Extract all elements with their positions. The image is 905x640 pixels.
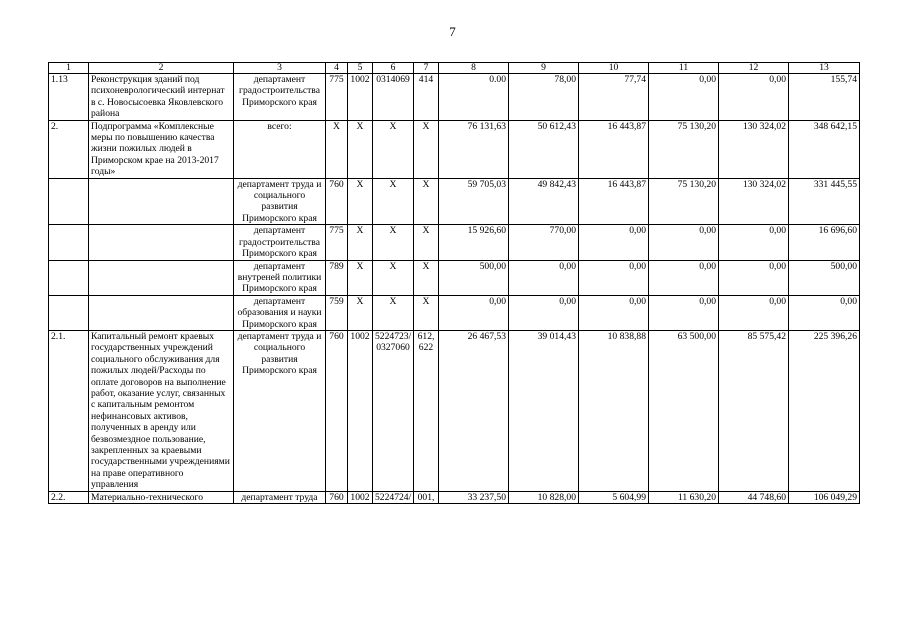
program-name-cell (89, 260, 234, 295)
column-number-cell: 5 (348, 63, 373, 74)
program-name-cell: Реконструкция зданий под психоневрологический интернат в с. Новосысоевка Яковлевского района (89, 74, 234, 121)
row-number-cell (49, 225, 89, 260)
budget-table (48, 62, 860, 504)
amount-2015-cell: 10 838,88 (579, 330, 649, 491)
amount-2013-cell: 0.00 (439, 74, 509, 121)
amount-2015-cell: 16 443,87 (579, 120, 649, 178)
amount-2014-cell: 39 014,43 (509, 330, 579, 491)
amount-2013-cell: 59 705,03 (439, 178, 509, 225)
amount-2016-cell: 0,00 (649, 295, 719, 330)
ministry-code-cell: 789 (326, 260, 348, 295)
amount-2014-cell: 770,00 (509, 225, 579, 260)
responsible-department-cell: департамент образования и науки Приморского края (234, 295, 326, 330)
amount-2016-cell: 75 130,20 (649, 178, 719, 225)
expense-type-code-cell: 414 (414, 74, 439, 121)
amount-2014-cell: 10 828,00 (509, 491, 579, 503)
amount-2015-cell: 77,74 (579, 74, 649, 121)
column-number-cell: 4 (326, 63, 348, 74)
amount-total-cell: 348 642,15 (789, 120, 860, 178)
amount-2014-cell: 78,00 (509, 74, 579, 121)
row-number-cell: 2. (49, 120, 89, 178)
target-article-code-cell: 5224723/ 0327060 (373, 330, 414, 491)
program-name-cell (89, 178, 234, 225)
program-name-cell (89, 295, 234, 330)
amount-2017-cell: 0,00 (719, 260, 789, 295)
column-number-cell: 10 (579, 63, 649, 74)
amount-2017-cell: 130 324,02 (719, 120, 789, 178)
target-article-code-cell: X (373, 260, 414, 295)
column-number-cell: 9 (509, 63, 579, 74)
section-code-cell: X (348, 178, 373, 225)
target-article-code-cell: 0314069 (373, 74, 414, 121)
amount-total-cell: 500,00 (789, 260, 860, 295)
row-number-cell (49, 178, 89, 225)
section-code-cell: 1002 (348, 491, 373, 503)
section-code-cell: 1002 (348, 74, 373, 121)
amount-2017-cell: 0,00 (719, 74, 789, 121)
row-number-cell: 2.1. (49, 330, 89, 491)
responsible-department-cell: департамент труда и социального развития Приморского края (234, 178, 326, 225)
amount-2016-cell: 11 630,20 (649, 491, 719, 503)
amount-2013-cell: 15 926,60 (439, 225, 509, 260)
row-number-cell: 2.2. (49, 491, 89, 503)
responsible-department-cell: департамент внутреней политики Приморского края (234, 260, 326, 295)
amount-2013-cell: 0,00 (439, 295, 509, 330)
amount-2017-cell: 85 575,42 (719, 330, 789, 491)
target-article-code-cell: X (373, 178, 414, 225)
expense-type-code-cell: X (414, 260, 439, 295)
amount-2014-cell: 0,00 (509, 295, 579, 330)
ministry-code-cell: 775 (326, 74, 348, 121)
amount-2015-cell: 0,00 (579, 260, 649, 295)
table-row (49, 330, 860, 491)
responsible-department-cell: департамент градостроительства Приморского края (234, 74, 326, 121)
amount-2014-cell: 50 612,43 (509, 120, 579, 178)
amount-2015-cell: 16 443,87 (579, 178, 649, 225)
column-number-cell: 7 (414, 63, 439, 74)
amount-2017-cell: 0,00 (719, 225, 789, 260)
section-code-cell: X (348, 260, 373, 295)
table-row (49, 120, 860, 178)
amount-2015-cell: 0,00 (579, 225, 649, 260)
column-number-cell: 1 (49, 63, 89, 74)
responsible-department-cell: департамент труда (234, 491, 326, 503)
row-number-cell: 1.13 (49, 74, 89, 121)
amount-2016-cell: 0,00 (649, 74, 719, 121)
table-row (49, 491, 860, 503)
program-name-cell: Подпрограмма «Комплексные меры по повышению качества жизни пожилых людей в Приморском крае на 2013-2017 годы» (89, 120, 234, 178)
responsible-department-cell: департамент градостроительства Приморского края (234, 225, 326, 260)
amount-2016-cell: 75 130,20 (649, 120, 719, 178)
amount-2017-cell: 44 748,60 (719, 491, 789, 503)
program-name-cell: Материально-технического (89, 491, 234, 503)
table-row (49, 260, 860, 295)
amount-2017-cell: 130 324,02 (719, 178, 789, 225)
section-code-cell: X (348, 225, 373, 260)
ministry-code-cell: 759 (326, 295, 348, 330)
table-row (49, 178, 860, 225)
target-article-code-cell: X (373, 120, 414, 178)
column-number-cell: 11 (649, 63, 719, 74)
amount-total-cell: 0,00 (789, 295, 860, 330)
column-number-cell: 8 (439, 63, 509, 74)
amount-2014-cell: 0,00 (509, 260, 579, 295)
amount-2013-cell: 76 131,63 (439, 120, 509, 178)
amount-total-cell: 106 049,29 (789, 491, 860, 503)
amount-2013-cell: 500,00 (439, 260, 509, 295)
table-row (49, 74, 860, 121)
amount-2017-cell: 0,00 (719, 295, 789, 330)
section-code-cell: X (348, 295, 373, 330)
amount-2013-cell: 26 467,53 (439, 330, 509, 491)
expense-type-code-cell: X (414, 120, 439, 178)
section-code-cell: 1002 (348, 330, 373, 491)
expense-type-code-cell: X (414, 225, 439, 260)
row-number-cell (49, 260, 89, 295)
column-number-cell: 2 (89, 63, 234, 74)
ministry-code-cell: 760 (326, 491, 348, 503)
amount-2015-cell: 5 604,99 (579, 491, 649, 503)
expense-type-code-cell: 612, 622 (414, 330, 439, 491)
amount-2016-cell: 63 500,00 (649, 330, 719, 491)
amount-2014-cell: 49 842,43 (509, 178, 579, 225)
amount-total-cell: 225 396,26 (789, 330, 860, 491)
row-number-cell (49, 295, 89, 330)
amount-2013-cell: 33 237,50 (439, 491, 509, 503)
target-article-code-cell: 5224724/ (373, 491, 414, 503)
amount-2015-cell: 0,00 (579, 295, 649, 330)
responsible-department-cell: всего: (234, 120, 326, 178)
ministry-code-cell: 775 (326, 225, 348, 260)
expense-type-code-cell: 001, (414, 491, 439, 503)
expense-type-code-cell: X (414, 178, 439, 225)
amount-2016-cell: 0,00 (649, 260, 719, 295)
table-row (49, 225, 860, 260)
amount-total-cell: 16 696,60 (789, 225, 860, 260)
page-number: 7 (449, 24, 456, 39)
column-number-cell: 13 (789, 63, 860, 74)
target-article-code-cell: X (373, 295, 414, 330)
column-number-cell: 3 (234, 63, 326, 74)
ministry-code-cell: X (326, 120, 348, 178)
table-row (49, 295, 860, 330)
section-code-cell: X (348, 120, 373, 178)
amount-total-cell: 155,74 (789, 74, 860, 121)
column-number-header-row (49, 63, 860, 74)
target-article-code-cell: X (373, 225, 414, 260)
ministry-code-cell: 760 (326, 178, 348, 225)
responsible-department-cell: департамент труда и социального развития Приморского края (234, 330, 326, 491)
amount-total-cell: 331 445,55 (789, 178, 860, 225)
column-number-cell: 6 (373, 63, 414, 74)
expense-type-code-cell: X (414, 295, 439, 330)
program-name-cell (89, 225, 234, 260)
program-name-cell: Капитальный ремонт краевых государственных учреждений социального обслуживания для пожилых людей/Расходы по оплате договоров на выполнение работ, оказание услуг, связанных с капитальным ремонтом нефинансовых активов, полученных в аренду или безвозмездное пользование, закрепленных за краевыми государственными учреждениями на праве оперативного управления (89, 330, 234, 491)
column-number-cell: 12 (719, 63, 789, 74)
ministry-code-cell: 760 (326, 330, 348, 491)
amount-2016-cell: 0,00 (649, 225, 719, 260)
